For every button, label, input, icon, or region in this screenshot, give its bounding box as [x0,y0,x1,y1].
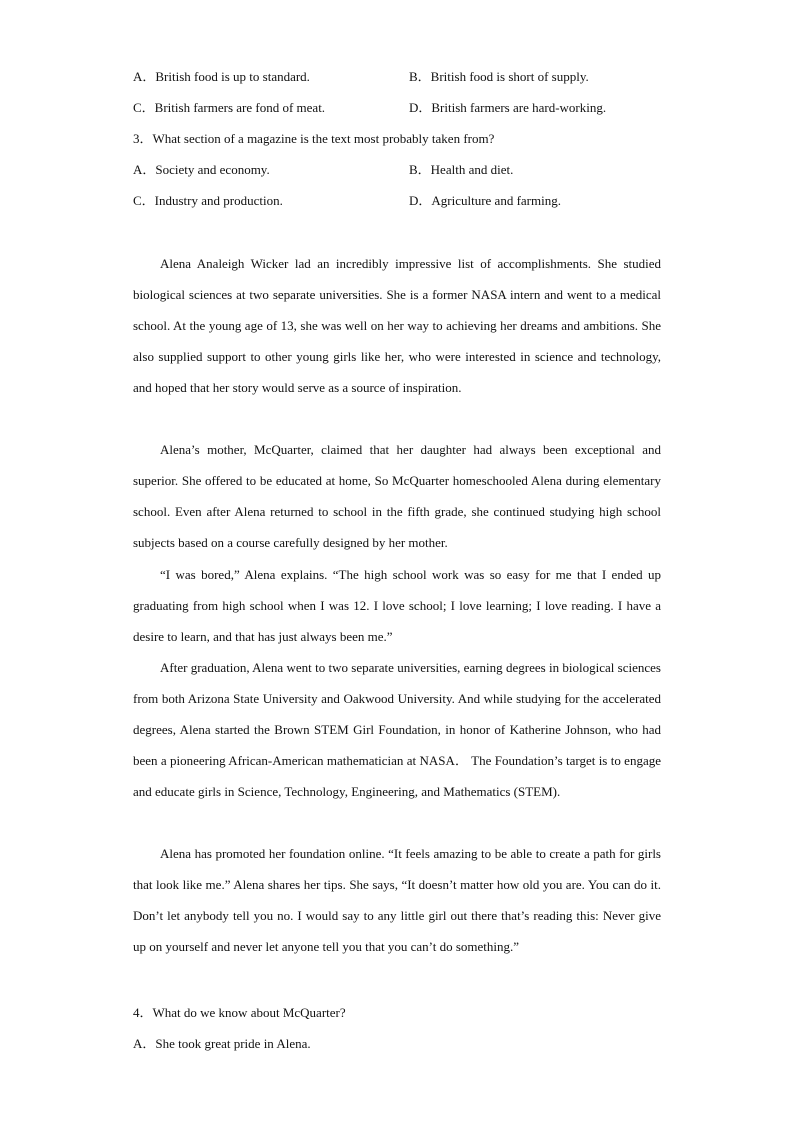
passage-paragraph-5: Alena has promoted her foundation online. “It feels amazing to be able to create a path for girls that look like me.” Alena shares her tips. She says, “It doesn’t matter how old you are. You can do it. Don’t let anybody tell you no. I would say to any little girl out there that’s reading this: Never give up on yourself and never let anyone tell you that you can’t do something.” [133,846,661,954]
passage-paragraph-1: Alena Analeigh Wicker lad an incredibly impressive list of accomplishments. She studied biological sciences at two separate universities. She is a former NASA intern and went to a medical school. At the young age of 13, she was well on her way to achieving her dreams and ambitions. She also supplied support to other young girls like her, who were interested in science and technology, and hoped that her story would serve as a source of inspiration. [133,256,661,395]
q4-stem: 4．What do we know about McQuarter? [133,1005,346,1020]
q2-option-c: C．British farmers are fond of meat. [133,100,326,115]
passage-paragraph-3: “I was bored,” Alena explains. “The high school work was so easy for me that I ended up graduating from high school when I was 12. I love school; I love learning; I love reading. I have a desire to learn, and that has just always been me.” [133,567,661,644]
q2-option-b: B．British food is short of supply. [409,69,589,84]
q4-option-a: A．She took great pride in Alena. [133,1036,311,1051]
q2-option-d: D．British farmers are hard-working. [409,100,607,115]
q2-option-a: A．British food is up to standard. [133,69,310,84]
passage-paragraph-4: After graduation, Alena went to two separate universities, earning degrees in biological sciences from both Arizona State University and Oakwood University. And while studying for the accelerated degrees, Alena started the Brown STEM Girl Foundation, in honor of Katherine Johnson, who had been a pioneering African-American mathematician at NASA． The Foundation’s target is to engage and educate girls in Science, Technology, Engineering, and Mathematics (STEM). [133,660,661,799]
q3-option-a: A．Society and economy. [133,162,270,177]
q3-option-b: B．Health and diet. [409,162,514,177]
q3-option-c: C．Industry and production. [133,193,283,208]
q3-stem: 3．What section of a magazine is the text most probably taken from? [133,131,495,146]
q3-option-d: D．Agriculture and farming. [409,193,561,208]
passage-paragraph-2: Alena’s mother, McQuarter, claimed that her daughter had always been exceptional and superior. She offered to be educated at home, So McQuarter homeschooled Alena during elementary school. Even after Alena returned to school in the fifth grade, she continued studying high school subjects based on a course carefully designed by her mother. [133,442,661,550]
